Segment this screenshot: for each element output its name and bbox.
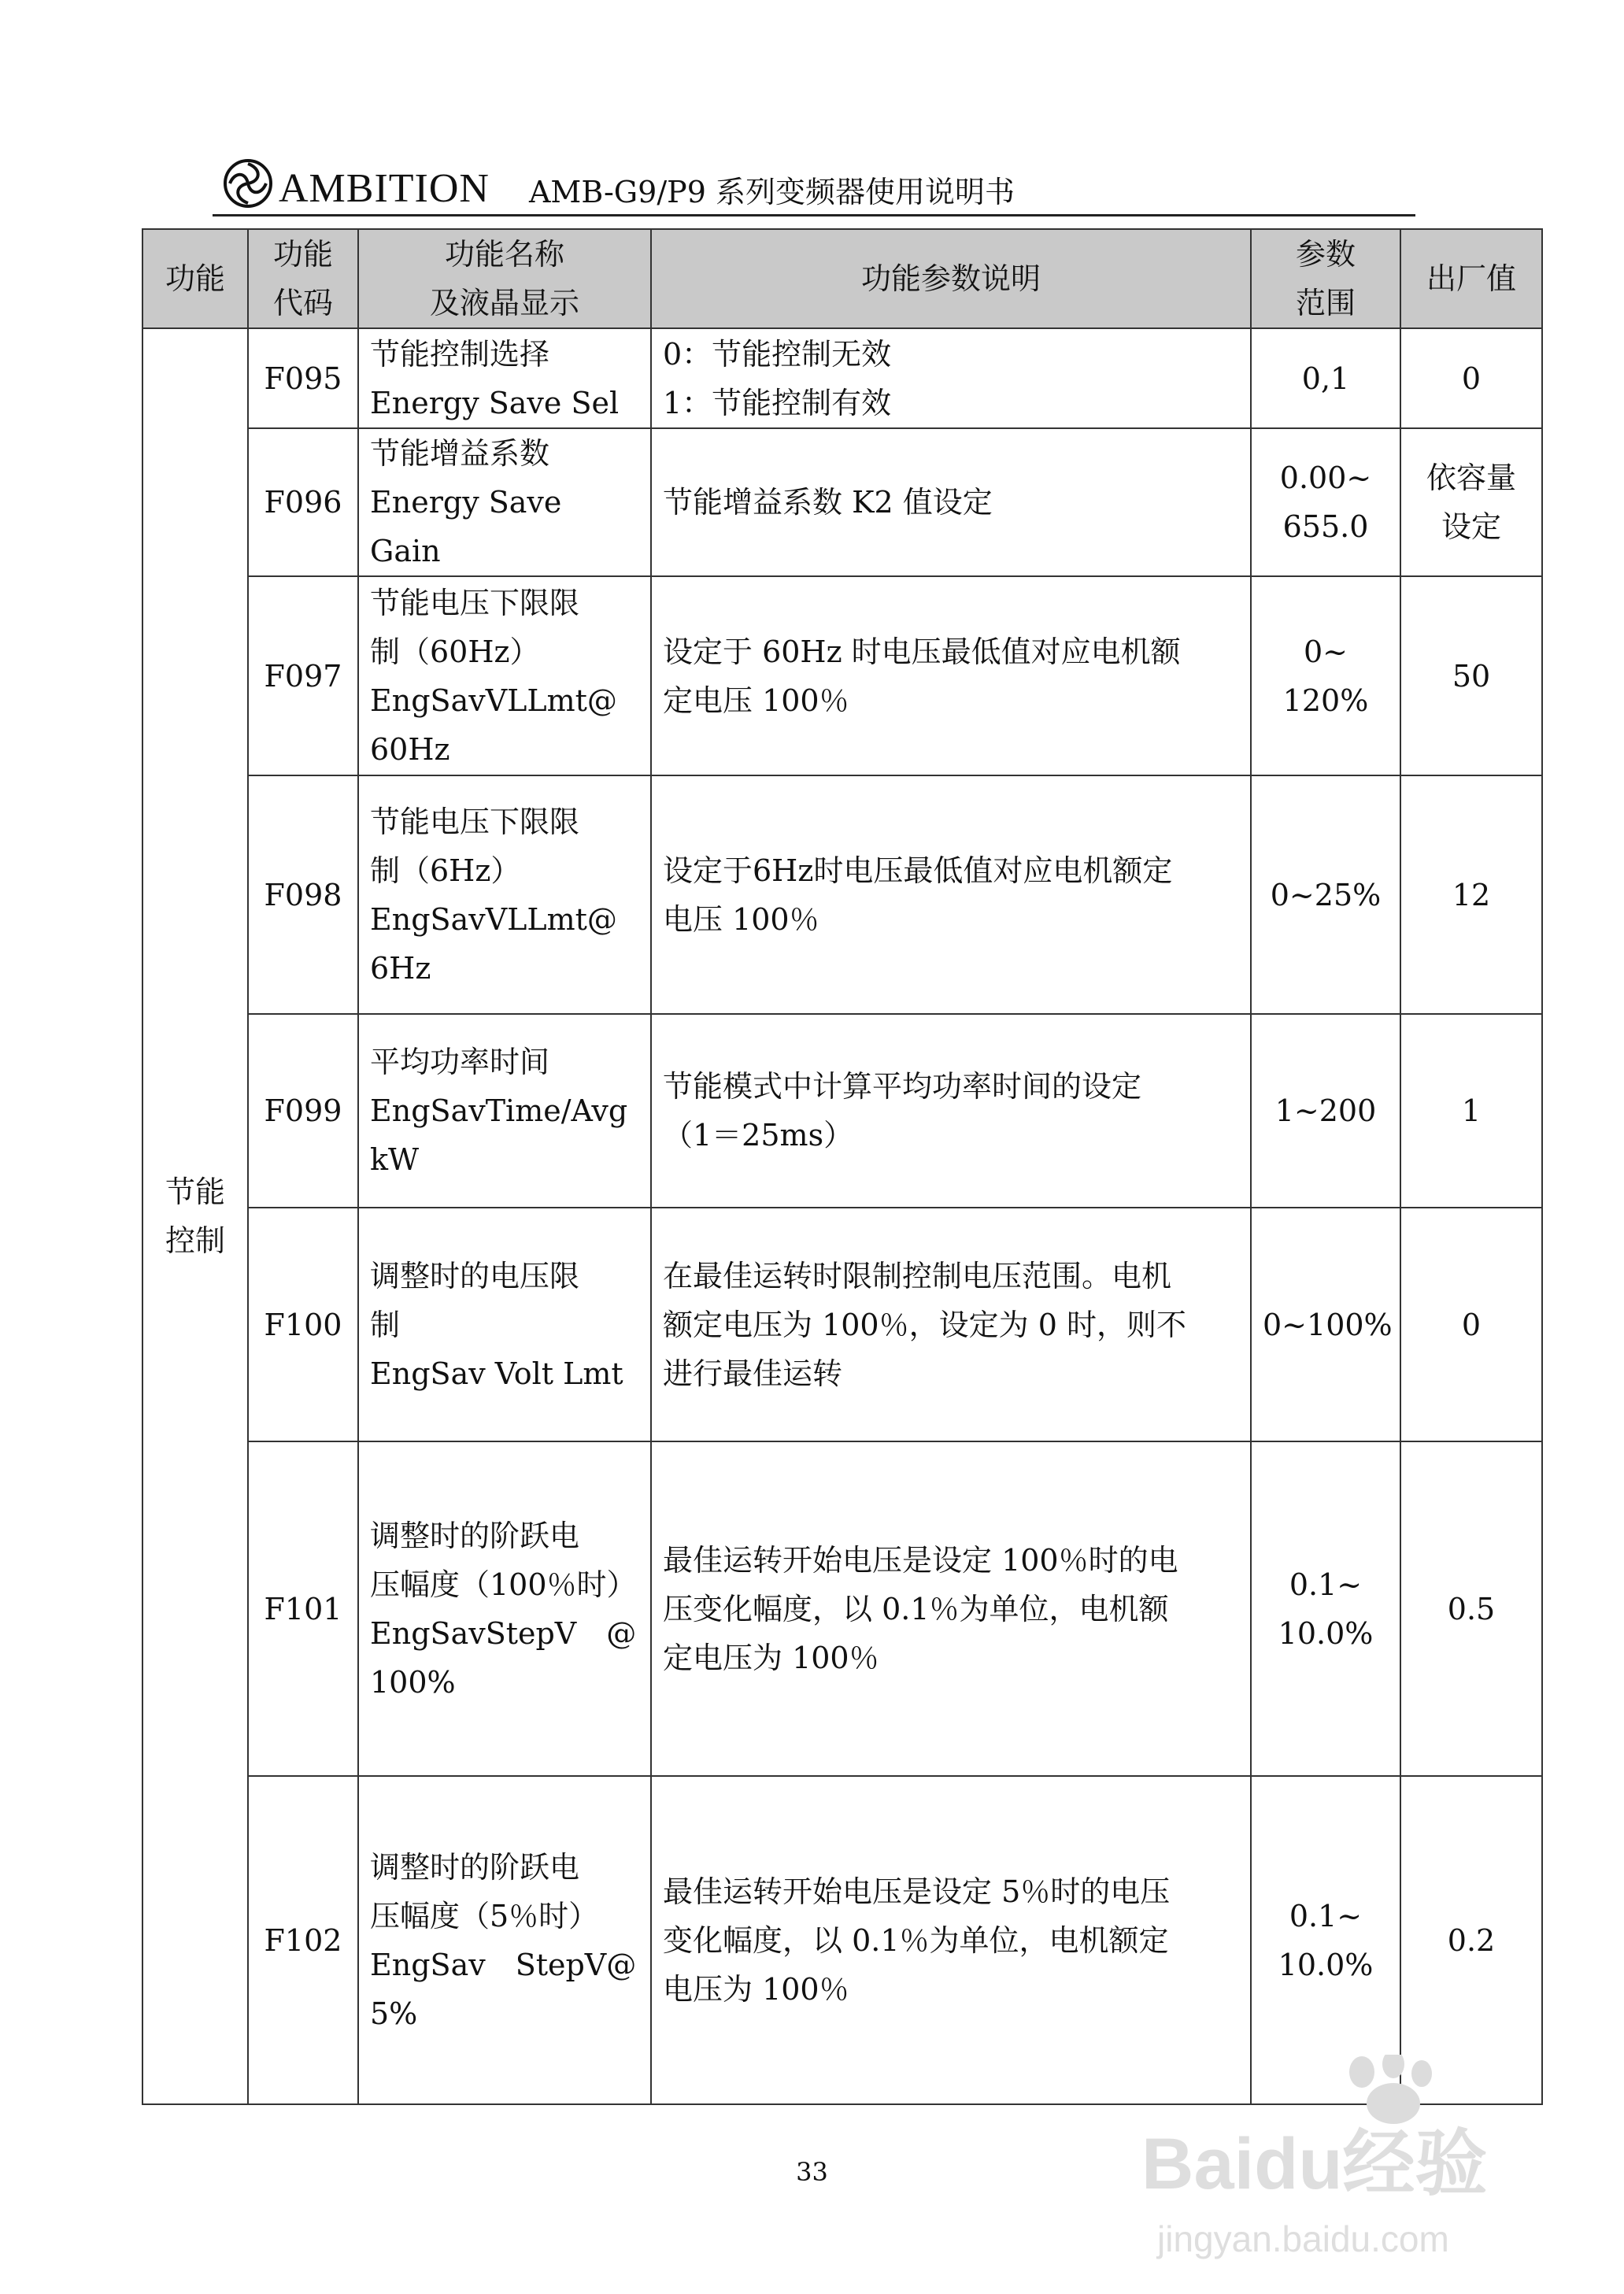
param-range-cell: 0.1~ 10.0% — [1251, 1441, 1400, 1776]
param-description-cell: 0：节能控制无效 1：节能控制有效 — [651, 328, 1251, 428]
param-range-cell: 0~ 120% — [1251, 576, 1400, 775]
brand-name: AMBITION — [279, 166, 490, 211]
param-code-cell: F099 — [248, 1014, 358, 1208]
param-description-cell: 最佳运转开始电压是设定 100％时的电 压变化幅度，以 0.1％为单位，电机额 定电压为 100％ — [651, 1441, 1251, 1776]
manual-title: AMB-G9/P9 系列变频器使用说明书 — [528, 175, 1015, 209]
param-range-cell: 0.1~ 10.0% — [1251, 1776, 1400, 2104]
parameter-table — [142, 228, 1543, 2105]
param-description-cell: 节能增益系数 K2 值设定 — [651, 428, 1251, 576]
col-header-default: 出厂值 — [1400, 229, 1542, 328]
param-default-cell: 1 — [1400, 1014, 1542, 1208]
param-range-cell: 0~100% — [1251, 1208, 1400, 1441]
table-row — [142, 328, 1542, 428]
param-range-cell: 0.00~ 655.0 — [1251, 428, 1400, 576]
table-row — [142, 1441, 1542, 1776]
table-row — [142, 1014, 1542, 1208]
param-name-cell: 节能电压下限限 制（6Hz） EngSavVLLmt@ 6Hz — [358, 775, 651, 1014]
param-code-cell: F098 — [248, 775, 358, 1014]
watermark-brand: Baidu经验 — [1141, 2124, 1488, 2204]
param-default-cell: 0 — [1400, 1208, 1542, 1441]
param-code-cell: F096 — [248, 428, 358, 576]
watermark-url: jingyan.baidu.com — [1157, 2218, 1449, 2259]
param-default-cell: 0.5 — [1400, 1441, 1542, 1776]
col-header-description: 功能参数说明 — [651, 229, 1251, 328]
param-name-cell: 节能增益系数 Energy Save Gain — [358, 428, 651, 576]
param-name-cell: 节能电压下限限 制（60Hz） EngSavVLLmt@ 60Hz — [358, 576, 651, 775]
param-name-cell: 平均功率时间 EngSavTime/Avg kW — [358, 1014, 651, 1208]
col-header-function: 功能 — [142, 229, 248, 328]
param-code-cell: F101 — [248, 1441, 358, 1776]
param-default-cell: 0.2 — [1400, 1776, 1542, 2104]
param-default-cell: 依容量 设定 — [1400, 428, 1542, 576]
header-rule — [213, 214, 1415, 216]
col-header-code: 功能 代码 — [248, 229, 358, 328]
ambition-logo-icon — [222, 157, 274, 209]
param-default-cell: 12 — [1400, 775, 1542, 1014]
function-category-cell: 节能 控制 — [142, 328, 248, 2104]
param-name-cell: 节能控制选择 Energy Save Sel — [358, 328, 651, 428]
table-header-row — [142, 229, 1542, 328]
param-name-cell: 调整时的电压限 制 EngSav Volt Lmt — [358, 1208, 651, 1441]
param-code-cell: F097 — [248, 576, 358, 775]
param-description-cell: 最佳运转开始电压是设定 5％时的电压 变化幅度，以 0.1％为单位，电机额定 电压为 100％ — [651, 1776, 1251, 2104]
param-description-cell: 节能模式中计算平均功率时间的设定 （1＝25ms） — [651, 1014, 1251, 1208]
param-default-cell: 50 — [1400, 576, 1542, 775]
col-header-range: 参数 范围 — [1251, 229, 1400, 328]
table-row — [142, 1208, 1542, 1441]
param-code-cell: F100 — [248, 1208, 358, 1441]
baidu-jingyan-watermark — [1126, 2055, 1567, 2267]
param-name-cell: 调整时的阶跃电 压幅度（5％时） EngSav StepV@ 5% — [358, 1776, 651, 2104]
param-code-cell: F095 — [248, 328, 358, 428]
param-description-cell: 设定于6Hz时电压最低值对应电机额定 电压 100％ — [651, 775, 1251, 1014]
param-description-cell: 设定于 60Hz 时电压最低值对应电机额 定电压 100％ — [651, 576, 1251, 775]
param-range-cell: 0~25% — [1251, 775, 1400, 1014]
param-range-cell: 1~200 — [1251, 1014, 1400, 1208]
table-row — [142, 428, 1542, 576]
param-code-cell: F102 — [248, 1776, 358, 2104]
col-header-name: 功能名称 及液晶显示 — [358, 229, 651, 328]
param-range-cell: 0,1 — [1251, 328, 1400, 428]
param-description-cell: 在最佳运转时限制控制电压范围。电机 额定电压为 100％，设定为 0 时，则不 进行最佳运转 — [651, 1208, 1251, 1441]
table-row — [142, 576, 1542, 775]
page-header — [222, 154, 1015, 209]
table-row — [142, 775, 1542, 1014]
page-number: 33 — [796, 2157, 828, 2187]
param-default-cell: 0 — [1400, 328, 1542, 428]
param-name-cell: 调整时的阶跃电 压幅度（100％时） EngSavStepV @ 100% — [358, 1441, 651, 1776]
